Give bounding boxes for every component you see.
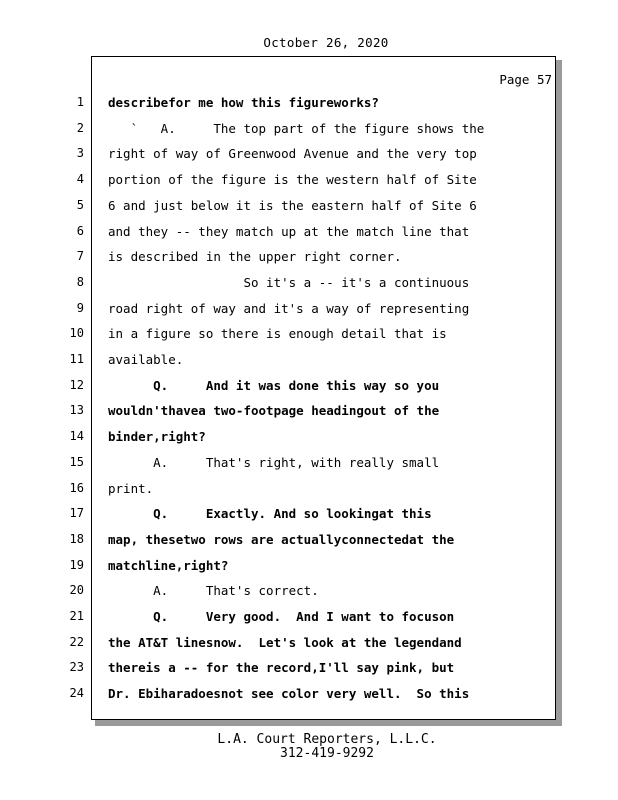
line-number: 6 — [76, 224, 84, 238]
line-number: 5 — [76, 198, 84, 212]
transcript-line-text: matchline,right? — [108, 558, 229, 573]
page-number: Page 57 — [499, 72, 552, 87]
line-number: 23 — [69, 660, 84, 674]
line-number: 1 — [76, 95, 84, 109]
transcript-line-text: A. That's right, with really small — [108, 455, 440, 470]
line-number: 15 — [69, 455, 84, 469]
line-number: 21 — [69, 609, 84, 623]
transcript-line-text: right of way of Greenwood Avenue and the very top — [108, 146, 477, 161]
line-number: 3 — [76, 146, 84, 160]
line-number: 14 — [69, 429, 84, 443]
line-number: 22 — [69, 635, 84, 649]
transcript-line-text: Q. Exactly. And so lookingat this — [108, 506, 432, 521]
transcript-line-text: Q. Very good. And I want to focuson — [108, 609, 455, 624]
transcript-line-text: binder,right? — [108, 429, 206, 444]
line-number: 24 — [69, 686, 84, 700]
line-number: 19 — [69, 558, 84, 572]
transcript-line-text: available. — [108, 352, 184, 367]
transcript-line-text: Dr. Ebiharadoesnot see color very well. So this — [108, 686, 470, 701]
line-number: 13 — [69, 403, 84, 417]
line-number: 12 — [69, 378, 84, 392]
line-number: 10 — [69, 326, 84, 340]
line-number: 17 — [69, 506, 84, 520]
transcript-line-text: describefor me how this figureworks? — [108, 95, 379, 110]
line-number: 16 — [69, 481, 84, 495]
transcript-line-text: A. That's correct. — [108, 583, 319, 598]
line-number: 7 — [76, 249, 84, 263]
transcript-line-text: and they -- they match up at the match line that — [108, 224, 470, 239]
footer-company: L.A. Court Reporters, L.L.C. — [217, 732, 437, 747]
transcript-line-text: thereis a -- for the record,I'll say pink, but — [108, 660, 455, 675]
line-number: 9 — [76, 301, 84, 315]
transcript-line-text: So it's a -- it's a continuous — [108, 275, 470, 290]
line-number: 4 — [76, 172, 84, 186]
transcript-line-text: wouldn'thavea two-footpage headingout of the — [108, 403, 440, 418]
transcript-line-text: portion of the figure is the western half of Site — [108, 172, 477, 187]
transcript-line-text: map, thesetwo rows are actuallyconnectedat the — [108, 532, 455, 547]
line-number: 2 — [76, 121, 84, 135]
footer-phone: 312-419-9292 — [280, 746, 374, 761]
line-number: 18 — [69, 532, 84, 546]
line-number: 8 — [76, 275, 84, 289]
transcript-line-text: Q. And it was done this way so you — [108, 378, 440, 393]
transcript-line-text: in a figure so there is enough detail that is — [108, 326, 447, 341]
transcript-line-text: ` A. The top part of the figure shows the — [108, 121, 485, 136]
transcript-line-text: road right of way and it's a way of representing — [108, 301, 470, 316]
transcript-line-text: print. — [108, 481, 154, 496]
transcript-line-text: 6 and just below it is the eastern half of Site 6 — [108, 198, 477, 213]
line-number: 11 — [69, 352, 84, 366]
transcript-line-text: is described in the upper right corner. — [108, 249, 402, 264]
transcript-line-text: the AT&T linesnow. Let's look at the legendand — [108, 635, 462, 650]
line-number: 20 — [69, 583, 84, 597]
transcript-date: October 26, 2020 — [263, 35, 389, 50]
